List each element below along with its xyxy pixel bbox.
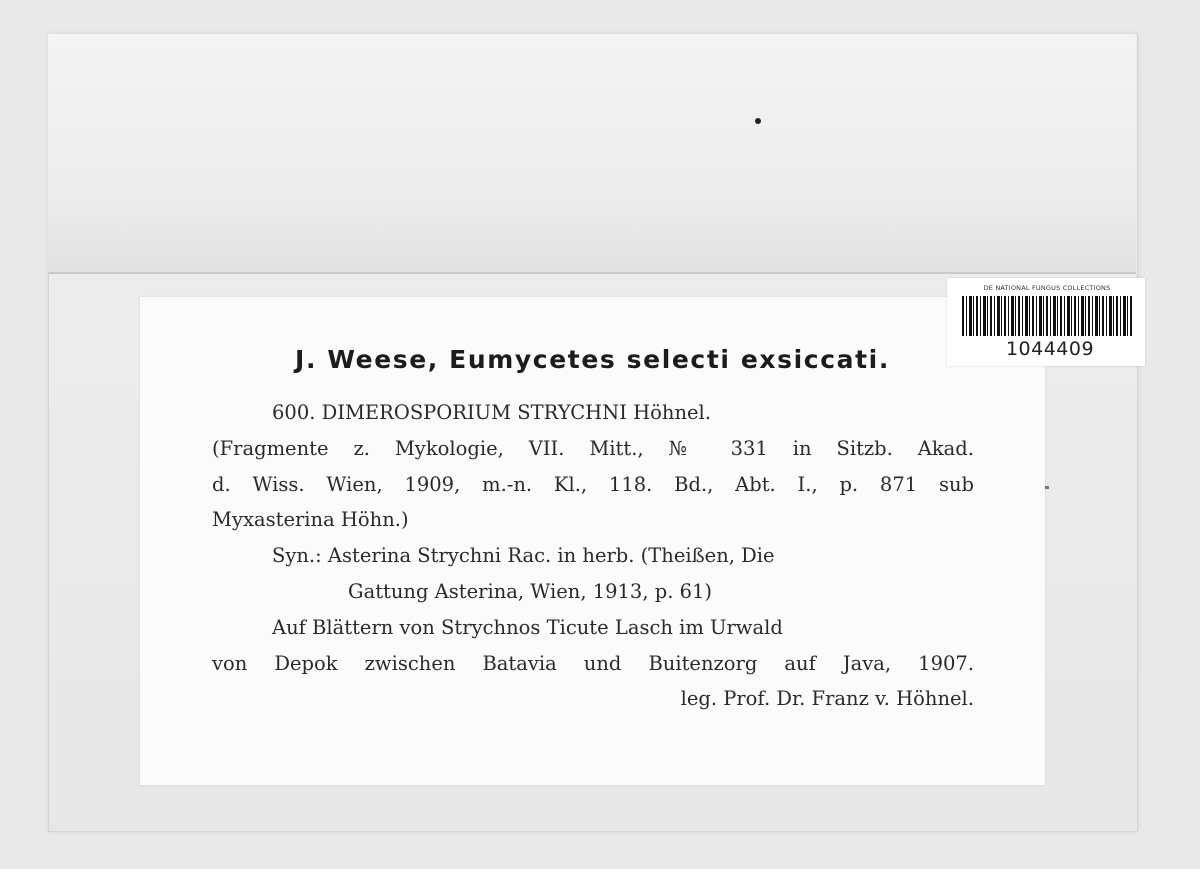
label-title: J. Weese, Eumycetes selecti exsiccati. [295, 345, 890, 374]
barcode-collection-header: DE NATIONAL FUNGUS COLLECTIONS [983, 284, 1111, 292]
citation-line-1: (Fragmente z. Mykologie, VII. Mitt., № 331 in Sitzb. Akad. [212, 436, 974, 460]
ink-dot [755, 118, 761, 124]
packet-flap [48, 34, 1136, 274]
label-text [212, 395, 974, 717]
citation-line-2: d. Wiss. Wien, 1909, m.-n. Kl., 118. Bd., Abt. I., p. 871 sub [212, 472, 974, 496]
citation-line-3: Myxasterina Höhn.) [212, 508, 409, 532]
barcode-bars [962, 296, 1134, 336]
collector-line: leg. Prof. Dr. Franz v. Höhnel. [680, 687, 974, 711]
barcode-number: 1044409 [1005, 338, 1095, 360]
locality-line-1: Auf Blättern von Strychnos Ticute Lasch im Urwald [272, 615, 783, 639]
synonym-line-1: Syn.: Asterina Strychni Rac. in herb. (Theißen, Die [272, 544, 775, 568]
species-line: 600. DIMEROSPORIUM STRYCHNI Höhnel. [272, 401, 711, 424]
locality-line-2: von Depok zwischen Batavia und Buitenzorg auf Java, 1907. [212, 651, 974, 675]
synonym-line-2: Gattung Asterina, Wien, 1913, p. 61) [348, 579, 713, 603]
